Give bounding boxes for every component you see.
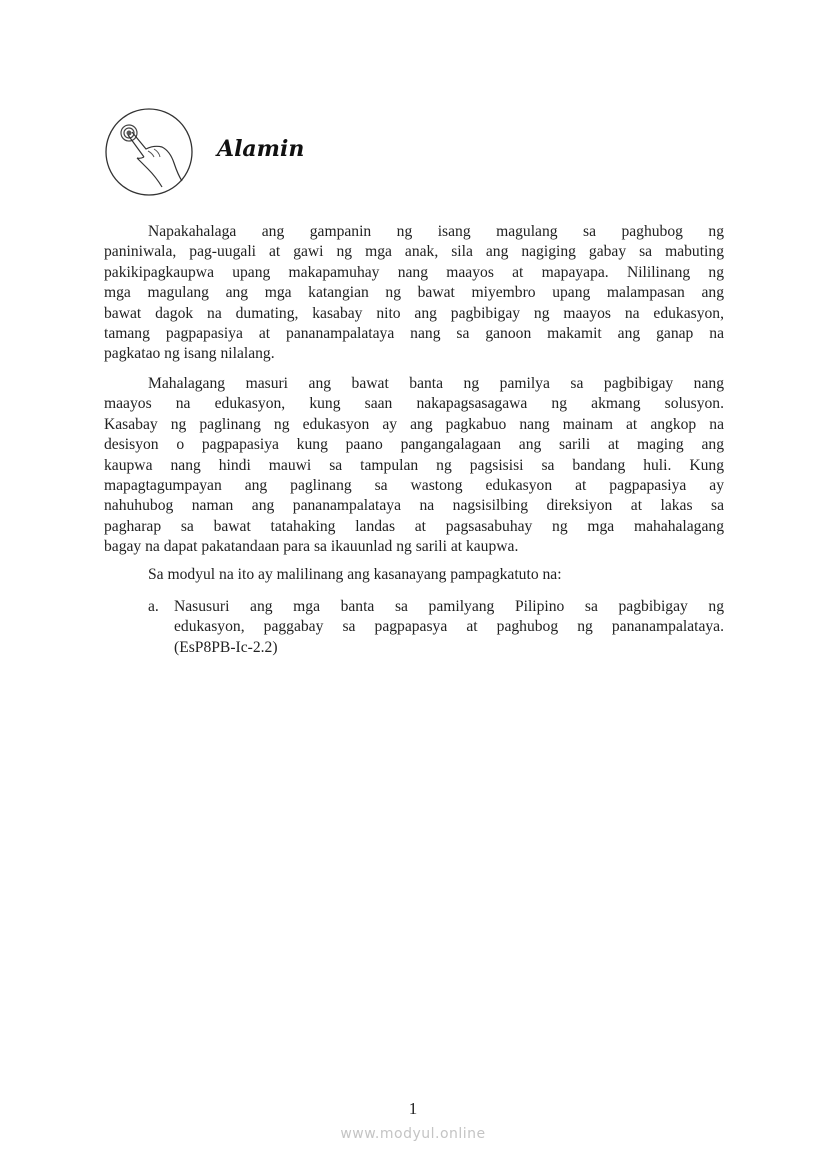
paragraph-3 <box>104 565 724 585</box>
competency-code: (EsP8PB-Ic-2.2) <box>174 638 278 656</box>
watermark: www.modyul.online <box>340 1126 486 1142</box>
text-line: pakikipagkaupwa upang makapamuhay nang maayos at mapayapa. Nililinang ng <box>104 263 724 281</box>
competency-item <box>148 597 724 658</box>
text-line: mapagtagumpayan ang paglinang sa wastong edukasyon at pagpapasiya ay <box>104 477 724 495</box>
text-line: pagkatao ng isang nilalang. <box>104 345 275 363</box>
paragraph-2 <box>104 374 724 558</box>
text-line: kaupwa nang hindi mauwi sa tampulan ng pagsisisi sa bandang huli. Kung <box>104 456 724 474</box>
text-line: mga magulang ang mga katangian ng bawat miyembro upang malampasan ang <box>104 284 724 302</box>
text-line: pagharap sa bawat tatahaking landas at pagsasabuhay ng mga mahahalagang <box>104 517 724 535</box>
hand-pointer-icon <box>104 107 194 197</box>
text-line: bagay na dapat pakatandaan para sa ikauunlad ng sarili at kaupwa. <box>104 538 519 556</box>
text-line: edukasyon, paggabay sa pagpapasya at paghubog ng pananampalataya. <box>174 618 724 636</box>
text-line: maayos na edukasyon, kung saan nakapagsasagawa ng akmang solusyon. <box>104 395 724 413</box>
text-line: Sa modyul na ito ay malilinang ang kasanayang pampagkatuto na: <box>148 566 562 583</box>
list-marker: a. <box>148 598 159 615</box>
text-line: Kasabay ng paglinang ng edukasyon ay ang pagkabuo nang mainam at angkop na <box>104 415 724 433</box>
text-line: bawat dagok na dumating, kasabay nito ang pagbibigay ng maayos na edukasyon, <box>104 304 724 322</box>
section-title: Alamin <box>217 136 305 162</box>
text-line: Nasusuri ang mga banta sa pamilyang Pilipino sa pagbibigay ng <box>174 598 724 615</box>
text-line: Mahalagang masuri ang bawat banta ng pamilya sa pagbibigay nang <box>148 375 724 392</box>
paragraph-1 <box>104 222 724 365</box>
text-line: desisyon o pagpapasiya kung paano pangangalagaan ang sarili at maging ang <box>104 436 724 454</box>
text-line: nahuhubog naman ang pananampalataya na nagsisilbing direksiyon at lakas sa <box>104 497 724 515</box>
page-number: 1 <box>408 1099 418 1118</box>
text-line: tamang pagpapasiya at pananampalataya nang sa ganoon makamit ang ganap na <box>104 325 724 343</box>
text-line: paniniwala, pag-uugali at gawi ng mga anak, sila ang nagiging gabay sa mabuting <box>104 243 724 261</box>
text-line: Napakahalaga ang gampanin ng isang magulang sa paghubog ng <box>148 223 724 240</box>
